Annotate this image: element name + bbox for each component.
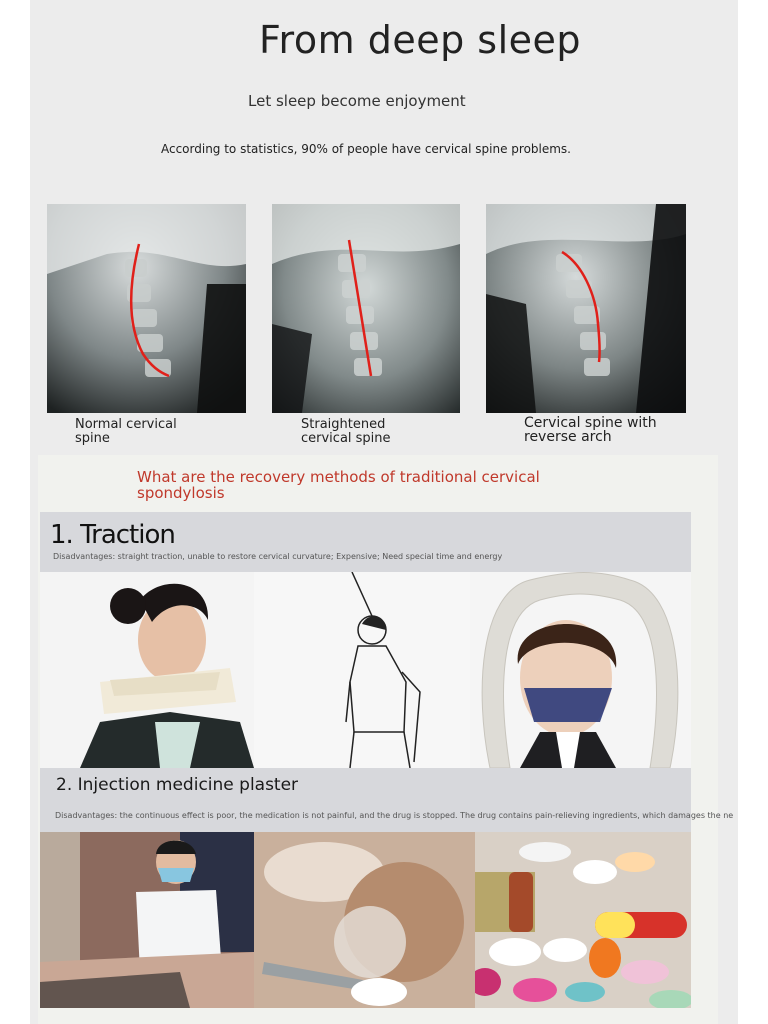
photo-injection (40, 832, 254, 1008)
page-title: From deep sleep (258, 18, 582, 62)
method-2-disadvantages: Disadvantages: the continuous effect is poor, the medication is not painful, and the drug is stopped. The drug contains pain-relieving ingredients, which damages the ne (55, 811, 734, 820)
xray-straight-icon (272, 204, 460, 413)
xray-reverse-icon (486, 204, 686, 413)
statistic-text: According to statistics, 90% of people have cervical spine problems. (160, 142, 571, 156)
xray-normal-icon (47, 204, 246, 413)
method-2-banner (40, 768, 734, 832)
photo-traction-sketch (254, 572, 470, 768)
photo-pills (475, 832, 691, 1008)
xray-straight-image (272, 204, 460, 413)
method-1-title: 1. Traction (50, 520, 175, 550)
xray-straight-caption: Straightened cervical spine (301, 417, 391, 446)
photo-traction-device (470, 572, 691, 768)
xray-normal-image (47, 204, 246, 413)
photo-cupping (254, 832, 475, 1008)
method-1-banner (40, 512, 691, 572)
method-1-disadvantages: Disadvantages: straight traction, unable to restore cervical curvature; Expensive; Need special time and energy (53, 552, 503, 561)
methods-question: What are the recovery methods of traditional cervical spondylosis (137, 468, 540, 502)
xray-normal-caption: Normal cervical spine (75, 417, 177, 446)
photo-neck-brace (40, 572, 254, 768)
xray-reverse-image (486, 204, 686, 413)
method-2-title: 2. Injection medicine plaster (56, 775, 299, 795)
xray-reverse-caption: Cervical spine with reverse arch (524, 415, 657, 445)
page-subtitle: Let sleep become enjoyment (248, 92, 466, 110)
